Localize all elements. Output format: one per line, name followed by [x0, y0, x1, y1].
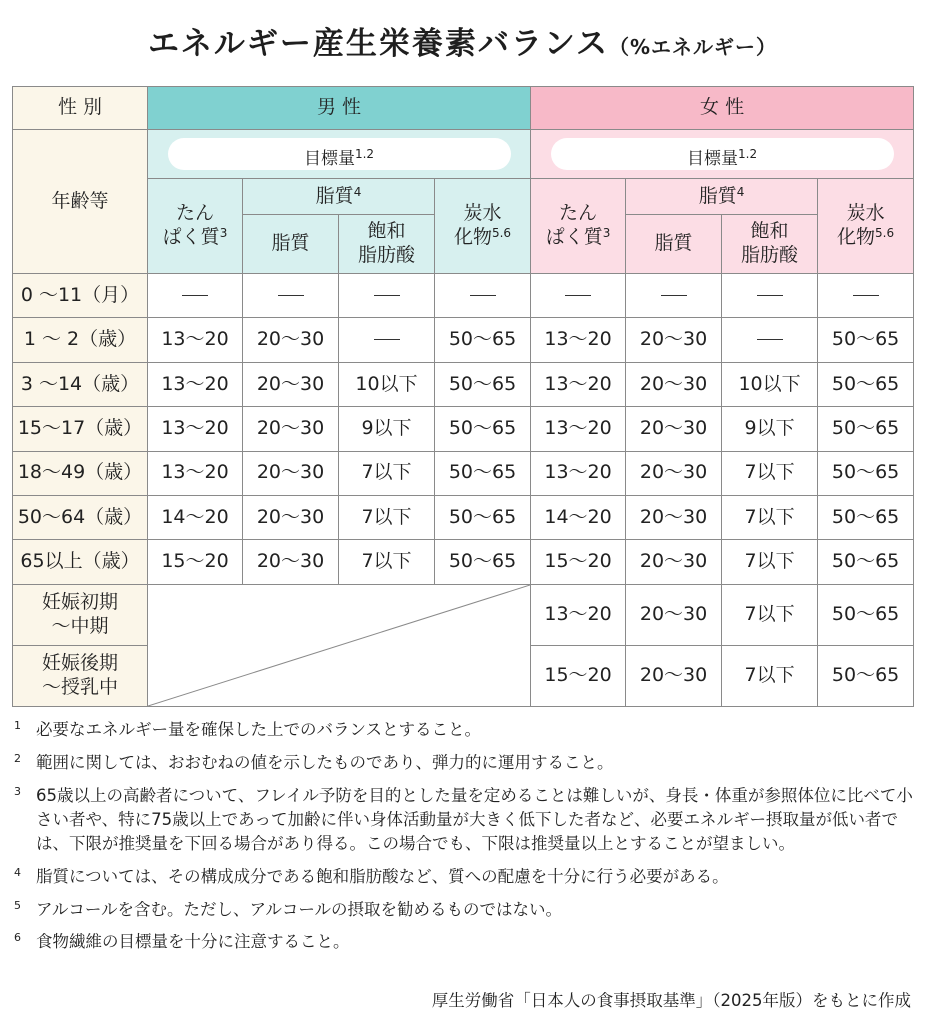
female-target-label: 目標量$^{1.2}$	[551, 138, 894, 170]
female-value-cell: 50～65	[818, 451, 914, 495]
preg-late-satfat: 7以下	[722, 645, 818, 706]
male-value-cell: 7以下	[339, 495, 435, 539]
female-carb-header: 炭水 化物$^{5.6}$	[818, 179, 914, 274]
male-value-cell	[148, 274, 243, 318]
table-row	[13, 274, 914, 318]
footnote-text: アルコールを含む。ただし、アルコールの摂取を勧めるものではない。	[36, 899, 563, 919]
male-target-label: 目標量$^{1.2}$	[168, 138, 511, 170]
female-value-cell: 9以下	[722, 407, 818, 451]
male-satfat-header: 飽和 脂肪酸	[339, 215, 435, 274]
male-value-cell: 50～65	[435, 362, 531, 406]
female-value-cell: 20～30	[626, 540, 722, 584]
footnote-number: 6	[14, 931, 21, 945]
footnote	[14, 930, 914, 954]
dash-mark	[374, 339, 400, 340]
footnote-number: 3	[14, 784, 21, 798]
footnote	[14, 718, 914, 742]
dash-mark	[278, 295, 304, 296]
male-value-cell	[435, 274, 531, 318]
preg-late-protein: 15～20	[531, 645, 626, 706]
male-value-cell: 15～20	[148, 540, 243, 584]
age-label: 15～17（歳）	[13, 407, 148, 451]
age-label: 3 ～14（歳）	[13, 362, 148, 406]
female-fat-group-header: 脂質$^4$	[626, 179, 818, 215]
sex-header: 性 別	[13, 87, 148, 130]
female-value-cell: 20～30	[626, 495, 722, 539]
female-value-cell: 7以下	[722, 451, 818, 495]
female-value-cell: 13～20	[531, 362, 626, 406]
female-value-cell	[722, 318, 818, 362]
footnote	[14, 751, 914, 775]
table-row	[13, 362, 914, 406]
male-value-cell: 10以下	[339, 362, 435, 406]
age-label: 50～64（歳）	[13, 495, 148, 539]
table-row	[13, 407, 914, 451]
footnote	[14, 898, 914, 922]
female-value-cell: 13～20	[531, 318, 626, 362]
male-value-cell: 50～65	[435, 318, 531, 362]
male-header: 男 性	[148, 87, 531, 130]
table-row	[13, 318, 914, 362]
female-value-cell	[531, 274, 626, 318]
footnote-text: 範囲に関しては、おおむねの値を示したものであり、弾力的に運用すること。	[36, 752, 614, 772]
female-value-cell: 50～65	[818, 407, 914, 451]
preg-early-protein: 13～20	[531, 584, 626, 645]
age-header: 年齢等	[13, 130, 148, 274]
title-unit: （%エネルギー）	[609, 35, 778, 59]
male-value-cell: 13～20	[148, 362, 243, 406]
female-value-cell: 15～20	[531, 540, 626, 584]
male-value-cell: 20～30	[243, 362, 339, 406]
age-label: 18～49（歳）	[13, 451, 148, 495]
female-value-cell: 10以下	[722, 362, 818, 406]
table-row	[13, 495, 914, 539]
female-value-cell: 20～30	[626, 407, 722, 451]
male-value-cell: 13～20	[148, 407, 243, 451]
male-not-applicable	[148, 584, 531, 706]
male-value-cell: 50～65	[435, 451, 531, 495]
male-value-cell	[339, 318, 435, 362]
preg-early-satfat: 7以下	[722, 584, 818, 645]
dash-mark	[661, 295, 687, 296]
female-value-cell	[722, 274, 818, 318]
footnote-text: 食物繊維の目標量を十分に注意すること。	[36, 932, 350, 952]
dash-mark	[182, 295, 208, 296]
male-value-cell: 20～30	[243, 407, 339, 451]
male-value-cell: 20～30	[243, 495, 339, 539]
pregnancy-late-label: 妊娠後期 ～授乳中	[13, 645, 148, 706]
female-value-cell: 14～20	[531, 495, 626, 539]
male-protein-header: たん ぱく質$^3$	[148, 179, 243, 274]
female-value-cell	[818, 274, 914, 318]
footnote	[14, 784, 914, 856]
table-row	[13, 540, 914, 584]
footnote-number: 1	[14, 719, 21, 732]
male-value-cell: 50～65	[435, 407, 531, 451]
female-value-cell	[626, 274, 722, 318]
diagonal-line	[148, 585, 530, 706]
female-satfat-header: 飽和 脂肪酸	[722, 215, 818, 274]
male-fat-header: 脂質	[243, 215, 339, 274]
female-value-cell: 20～30	[626, 451, 722, 495]
male-value-cell	[243, 274, 339, 318]
dash-mark	[470, 295, 496, 296]
female-value-cell: 7以下	[722, 540, 818, 584]
page-title	[0, 18, 925, 63]
female-value-cell: 50～65	[818, 495, 914, 539]
female-value-cell: 13～20	[531, 451, 626, 495]
dash-mark	[757, 295, 783, 296]
age-label: 1 ～ 2（歳）	[13, 318, 148, 362]
female-header: 女 性	[531, 87, 914, 130]
male-value-cell	[339, 274, 435, 318]
male-carb-header: 炭水 化物$^{5.6}$	[435, 179, 531, 274]
female-fat-header: 脂質	[626, 215, 722, 274]
male-value-cell: 13～20	[148, 318, 243, 362]
male-value-cell: 50～65	[435, 540, 531, 584]
female-protein-header: たん ぱく質$^3$	[531, 179, 626, 274]
table-row	[13, 451, 914, 495]
dash-mark	[853, 295, 879, 296]
age-label: 0 ～11（月）	[13, 274, 148, 318]
footnotes	[14, 718, 914, 963]
dash-mark	[565, 295, 591, 296]
dash-mark	[374, 295, 400, 296]
pregnancy-early-label: 妊娠初期 ～中期	[13, 584, 148, 645]
male-value-cell: 14～20	[148, 495, 243, 539]
dash-mark	[757, 339, 783, 340]
male-value-cell: 20～30	[243, 451, 339, 495]
footnote-number: 5	[14, 898, 21, 912]
female-value-cell: 20～30	[626, 362, 722, 406]
male-value-cell: 20～30	[243, 540, 339, 584]
male-value-cell: 13～20	[148, 451, 243, 495]
preg-late-carb: 50～65	[818, 645, 914, 706]
female-value-cell: 50～65	[818, 540, 914, 584]
footnote-text: 65歳以上の高齢者について、フレイル予防を目的とした量を定めることは難しいが、身長・体重が参照体位に比べて小さい者や、特に75歳以上であって加齢に伴い身体活動量が大きく低下した者など、必要エネルギー摂取量が低い者では、下限が推奨量を下回る場合があり得る。この場合でも、下限は推奨量以上とすることが望ましい。	[36, 785, 913, 853]
title-text: エネルギー産生栄養素バランス	[147, 26, 610, 62]
female-target-cell	[531, 130, 914, 179]
footnote-text: 必要なエネルギー量を確保した上でのバランスとすること。	[36, 720, 482, 739]
footnote	[14, 865, 914, 889]
male-target-cell	[148, 130, 531, 179]
footnote-text: 脂質については、その構成成分である飽和脂肪酸など、質への配慮を十分に行う必要がある。	[36, 866, 729, 886]
female-value-cell: 7以下	[722, 495, 818, 539]
female-value-cell: 13～20	[531, 407, 626, 451]
male-value-cell: 20～30	[243, 318, 339, 362]
preg-early-carb: 50～65	[818, 584, 914, 645]
male-value-cell: 9以下	[339, 407, 435, 451]
male-value-cell: 7以下	[339, 451, 435, 495]
female-value-cell: 50～65	[818, 362, 914, 406]
balance-table	[12, 86, 914, 707]
male-fat-group-header: 脂質$^4$	[243, 179, 435, 215]
source-credit: 厚生労働省「日本人の食事摂取基準」（2025年版）をもとに作成	[431, 991, 911, 1010]
footnote-number: 4	[14, 865, 21, 879]
male-value-cell: 50～65	[435, 495, 531, 539]
preg-late-fat: 20～30	[626, 645, 722, 706]
female-value-cell: 20～30	[626, 318, 722, 362]
footnote-number: 2	[14, 751, 21, 765]
female-value-cell: 50～65	[818, 318, 914, 362]
preg-early-fat: 20～30	[626, 584, 722, 645]
age-label: 65以上（歳）	[13, 540, 148, 584]
male-value-cell: 7以下	[339, 540, 435, 584]
